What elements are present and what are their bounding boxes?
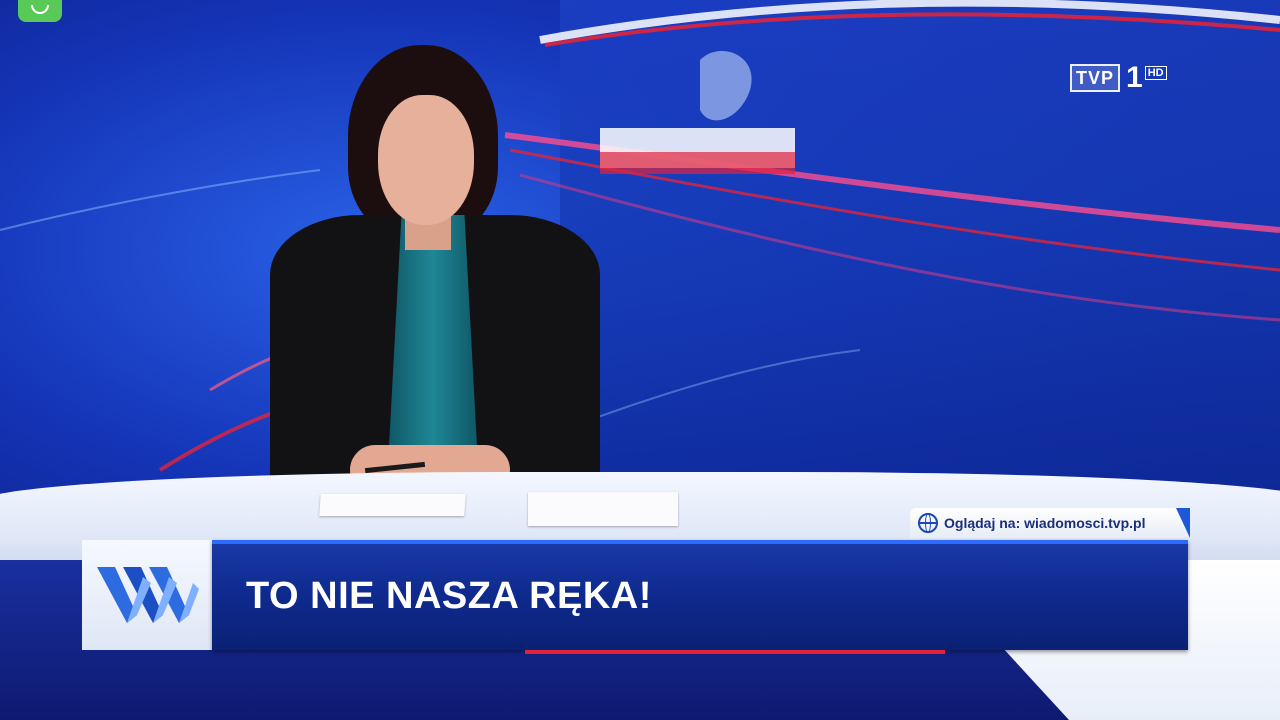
anchor-face — [378, 95, 474, 225]
headline-red-accent — [525, 650, 945, 654]
w-logo-graphic — [93, 563, 201, 627]
globe-icon — [918, 513, 938, 533]
anchor-blouse — [388, 215, 478, 465]
channel-number: 1 — [1126, 61, 1143, 94]
headline-bar — [212, 540, 1188, 650]
headline-text: TO NIE NASZA RĘKA! — [246, 575, 652, 617]
hd-badge: HD — [1145, 66, 1167, 80]
watch-online-text: Oglądaj na: wiadomosci.tvp.pl — [944, 515, 1146, 531]
wiadomosci-w-logo-icon — [82, 540, 212, 650]
watch-online-banner — [910, 508, 1188, 538]
smile-icon — [18, 0, 62, 22]
paper-sheet-left — [319, 494, 466, 516]
paper-sheet-right — [528, 492, 678, 526]
banner-corner-accent — [1176, 508, 1190, 538]
channel-logo — [1070, 61, 1167, 94]
news-anchor — [270, 45, 600, 505]
channel-logo-text: TVP — [1070, 64, 1120, 92]
